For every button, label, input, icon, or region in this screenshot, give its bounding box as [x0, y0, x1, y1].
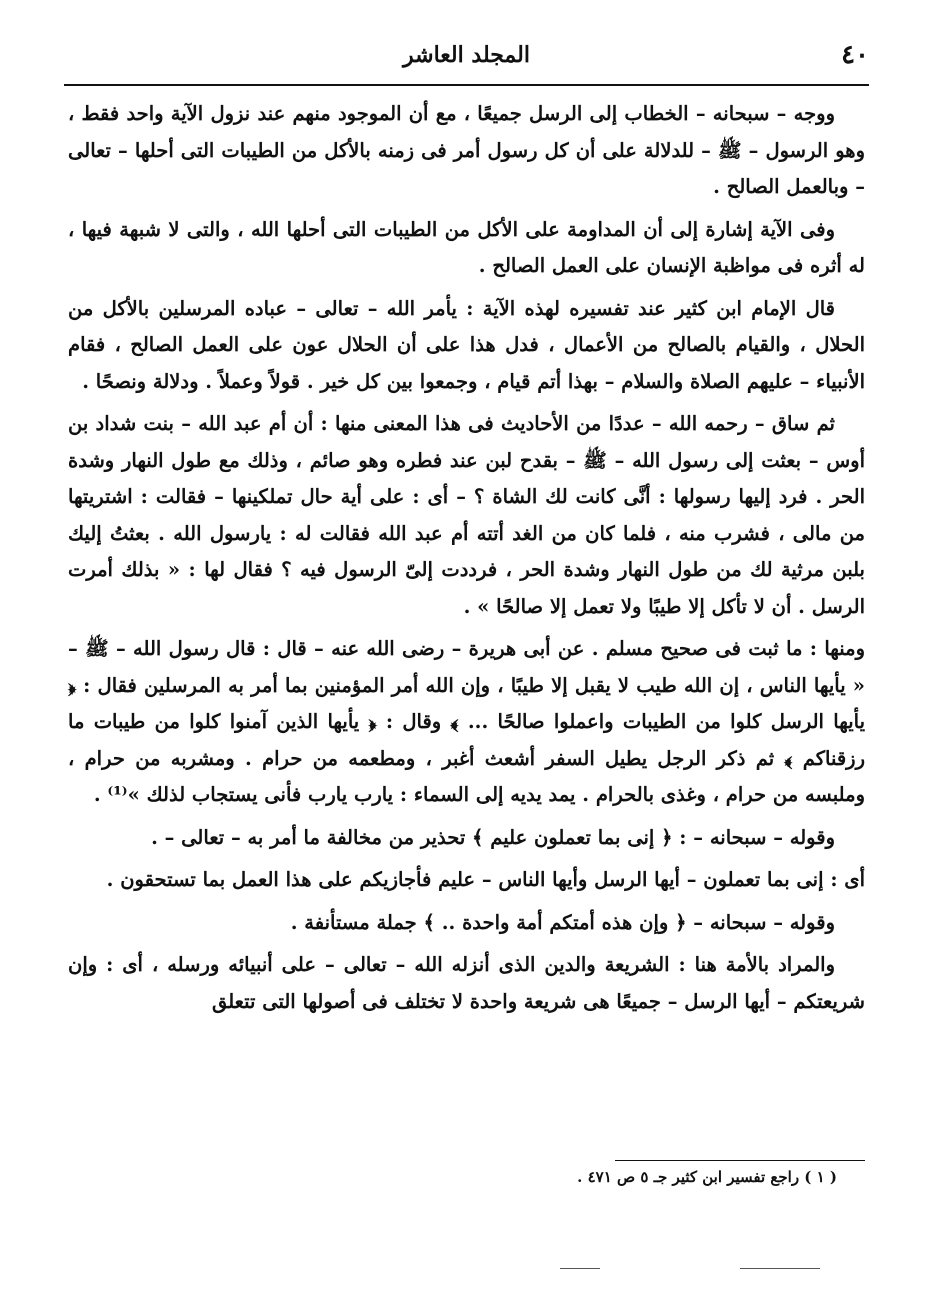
paragraph: وقوله – سبحانه – : ﴿ إنى بما تعملون عليم ﴾ تحذير من مخالفة ما أمر به – تعالى – . [151, 825, 835, 849]
paragraph: والمراد بالأمة هنا : الشريعة والدين الذى أنزله الله – تعالى – على أنبيائه ورسله ، أى : وإن شريعتكم – أيها الرسل – جميعًا هى شريعة واحدة لا تختلف فى أصولها التى تتعلق [68, 953, 865, 1013]
running-title: المجلد العاشر [403, 42, 530, 68]
paragraph: وقوله – سبحانه – ﴿ وإن هذه أمتكم أمة واحدة .. ﴾ جملة مستأنفة . [290, 910, 835, 934]
paragraph: ومنها : ما ثبت فى صحيح مسلم . عن أبى هريرة – رضى الله عنه – قال : قال رسول الله – ﷺ – « يأيها الناس ، إن الله طيب لا يقبل إلا طيبًا ، وإن الله أمر المؤمنين بما أمر به المرسلين فقال : ﴿ يأيها الرسل كلوا من الطيبات واعملوا صالحًا ... ﴾ وقال : ﴿ يأيها الذين آمنوا كلوا من طيبات ما رزقناكم ﴾ ثم ذكر الرجل يطيل السفر أشعث أغبر ، ومطعمه من حرام . ومشربه من حرام ، وملبسه من حرام ، وغذى بالحرام . يمد يديه إلى السماء : يارب يارب فأنى يستجاب لذلك »⁽¹⁾ . [68, 637, 865, 806]
scan-mark [740, 1268, 820, 1269]
page-number: ٤٠ [841, 40, 869, 70]
footnote-rule [615, 1160, 865, 1161]
paragraph: وفى الآية إشارة إلى أن المداومة على الأكل من الطيبات التى أحلها الله ، والتى لا شبهة فيها ، له أثره فى مواظبة الإنسان على العمل الصالح . [68, 217, 865, 277]
paragraph: قال الإمام ابن كثير عند تفسيره لهذه الآية : يأمر الله – تعالى – عباده المرسلين بالأكل من الحلال ، والقيام بالصالح من الأعمال ، فدل هذا على أن الحلال عون على العمل الصالح ، فقام الأنبياء – عليهم الصلاة والسلام – بهذا أتم قيام ، وجمعوا بين كل خير . قولاً وعملاً . ودلالة ونصحًا . [68, 296, 865, 393]
page-header [64, 36, 869, 82]
page-body [68, 96, 865, 1026]
scan-mark [560, 1268, 600, 1269]
paragraph: ووجه – سبحانه – الخطاب إلى الرسل جميعًا ، مع أن الموجود منهم عند نزول الآية واحد فقط ، وهو الرسول – ﷺ – للدلالة على أن كل رسول أمر فى زمنه بالأكل من الطيبات التى أحلها – تعالى – وبالعمل الصالح . [68, 102, 865, 198]
paragraph: أى : إنى بما تعملون – أيها الرسل وأيها الناس – عليم فأجازيكم على هذا العمل بما تستحقون . [106, 868, 865, 891]
header-rule [64, 84, 869, 86]
paragraph: ثم ساق – رحمه الله – عددًا من الأحاديث فى هذا المعنى منها : أن أم عبد الله – بنت شداد بن أوس – بعثت إلى رسول الله – ﷺ – بقدح لبن عند فطره وهو صائم ، وذلك مع طول النهار وشدة الحر . فرد إليها رسولها : أنَّى كانت لك الشاة ؟ – أى : على أية حال تملكينها – فقالت : اشتريتها من مالى ، فشرب منه ، فلما كان من الغد أتته أم عبد الله فقالت له : يارسول الله . بعثتُ إليك بلبن مرثية لك من طول النهار وشدة الحر ، فرددت إلىّ الرسول فيه ؟ فقال لها : « بذلك أمرت الرسل . أن لا تأكل إلا طيبًا ولا تعمل إلا صالحًا » . [68, 412, 865, 618]
scan-marks [0, 1268, 933, 1278]
footnote: ( ١ ) راجع تفسير ابن كثير جـ ٥ ص ٤٧١ . [577, 1168, 837, 1186]
